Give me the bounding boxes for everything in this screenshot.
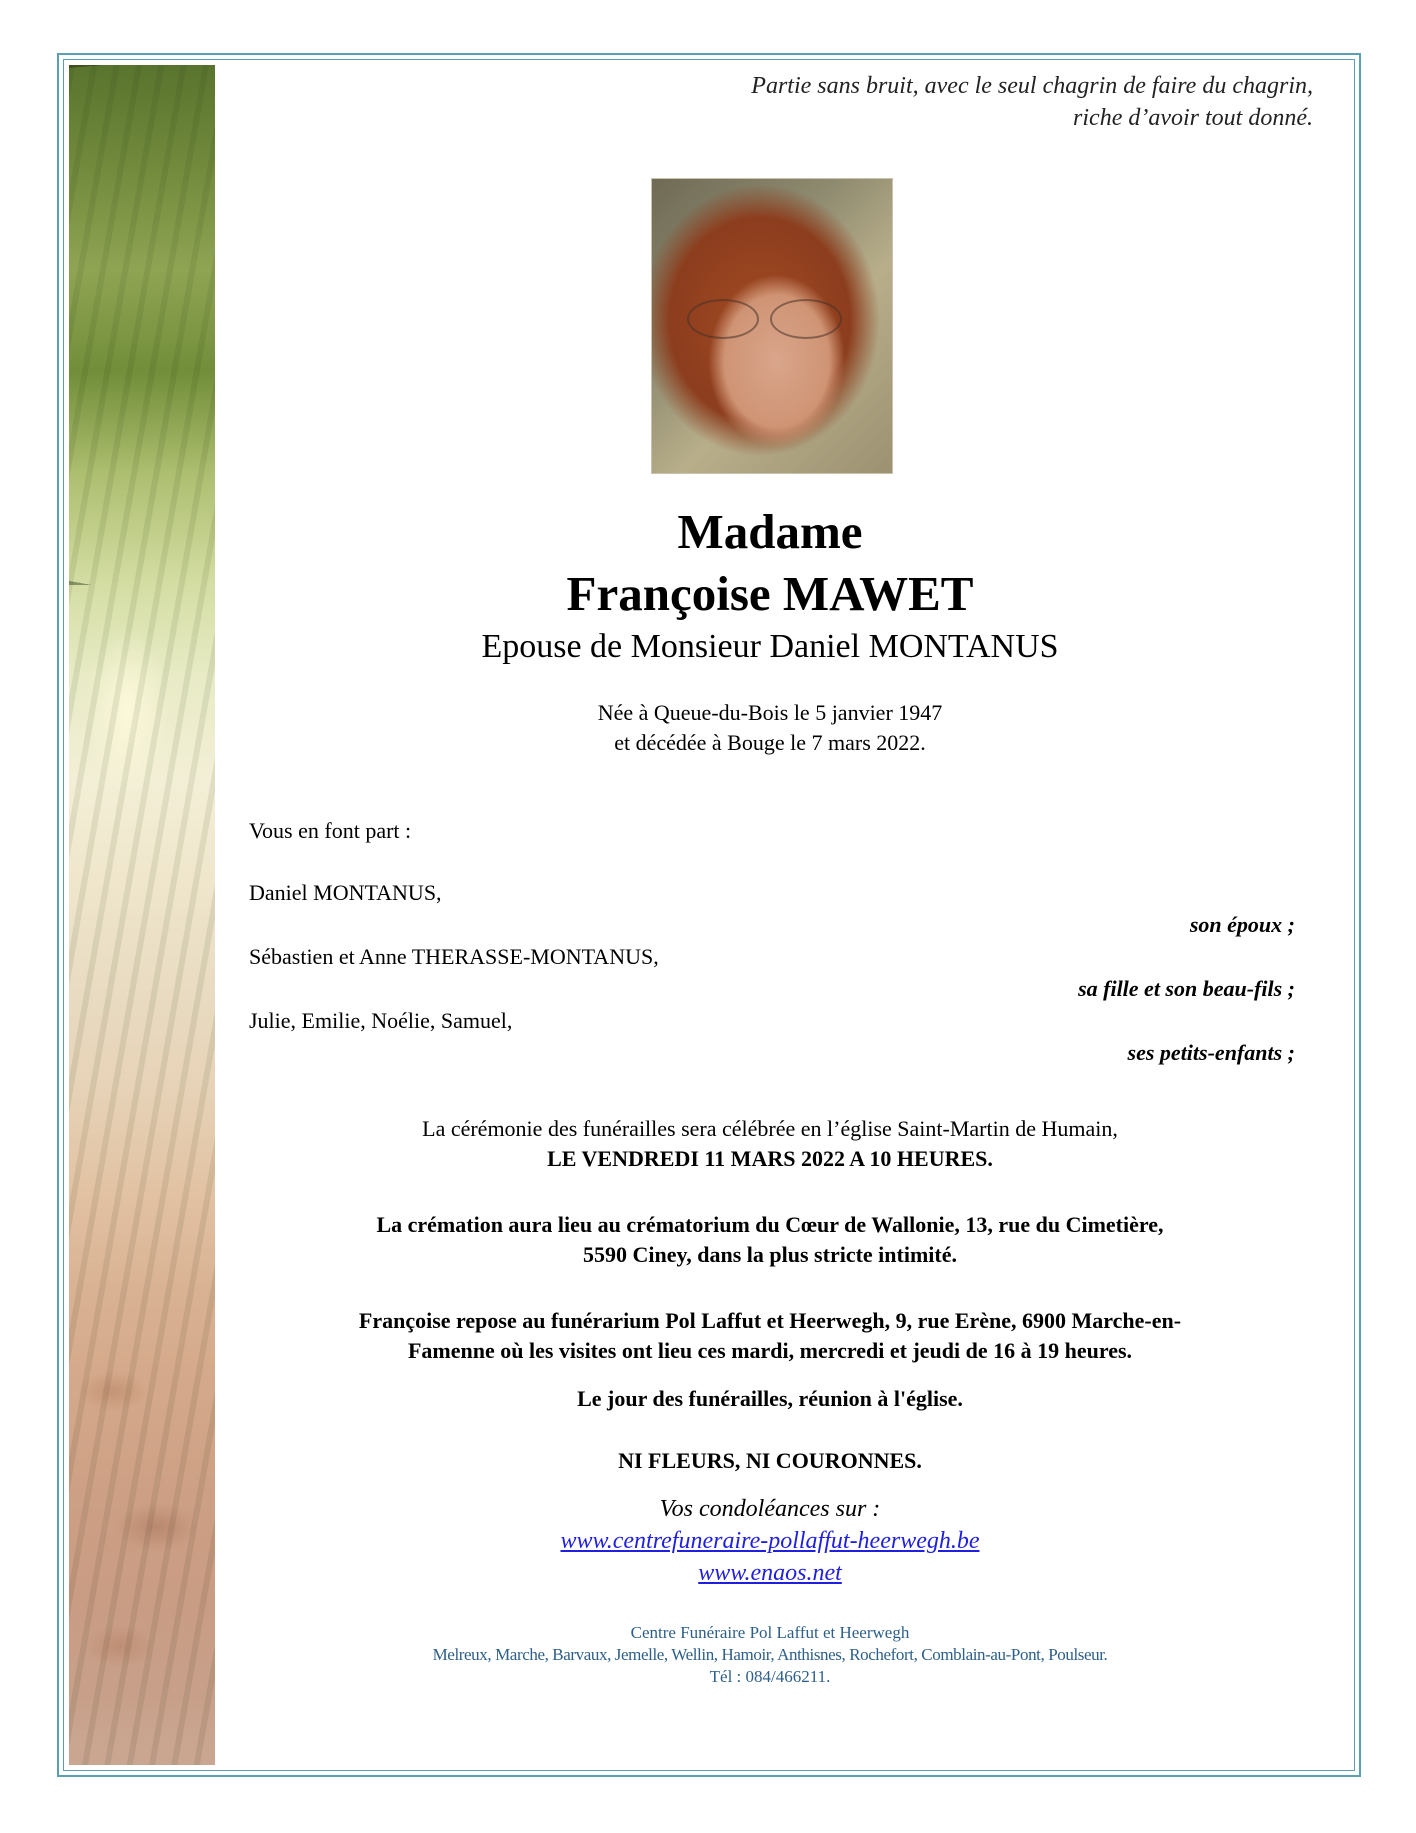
announcer-names: Daniel MONTANUS, bbox=[249, 880, 442, 905]
deceased-name: Françoise MAWET bbox=[566, 566, 974, 621]
spouse-line: Epouse de Monsieur Daniel MONTANUS bbox=[481, 628, 1059, 665]
honorific-title: Madame bbox=[677, 504, 863, 559]
forest-path-side-image bbox=[69, 65, 215, 1765]
footer-company-name: Centre Funéraire Pol Laffut et Heerwegh bbox=[630, 1623, 910, 1642]
announcer-relation: sa fille et son beau-fils ; bbox=[1078, 976, 1295, 1001]
portrait-glasses-left bbox=[687, 299, 759, 339]
footer-phone: Tél : 084/466211. bbox=[709, 1667, 831, 1686]
ceremony-datetime: LE VENDREDI 11 MARS 2022 A 10 HEURES. bbox=[547, 1146, 993, 1171]
epitaph-quote bbox=[513, 70, 1313, 134]
footer-locations: Melreux, Marche, Barvaux, Jemelle, Wellin, Hamoir, Anthisnes, Rochefort, Comblain-au-Pont, Poulseur. bbox=[432, 1645, 1108, 1664]
condolences-link-funeral-home bbox=[240, 1526, 1300, 1556]
epitaph-line-2: riche d’avoir tout donné. bbox=[1073, 105, 1313, 131]
repose-line-2: Famenne où les visites ont lieu ces mardi, mercredi et jeudi de 16 à 19 heures. bbox=[407, 1338, 1133, 1363]
portrait-glasses-right bbox=[770, 299, 842, 339]
deceased-portrait-photo bbox=[651, 178, 893, 474]
death-line: et décédée à Bouge le 7 mars 2022. bbox=[614, 730, 926, 755]
condolences-label: Vos condoléances sur : bbox=[659, 1496, 881, 1522]
repose-line-1: Françoise repose au funérarium Pol Laffut et Heerwegh, 9, rue Erène, 6900 Marche-en- bbox=[358, 1308, 1182, 1333]
announcers-intro: Vous en font part : bbox=[249, 818, 412, 843]
epitaph-line-1: Partie sans bruit, avec le seul chagrin de faire du chagrin, bbox=[751, 73, 1313, 99]
no-flowers-notice: NI FLEURS, NI COURONNES. bbox=[618, 1448, 922, 1473]
funeral-home-website-link[interactable]: www.centrefuneraire-pollaffut-heerwegh.be bbox=[560, 1528, 980, 1554]
announcer-names: Sébastien et Anne THERASSE-MONTANUS, bbox=[249, 944, 659, 969]
cremation-line-1: La crémation aura lieu au crématorium du Cœur de Wallonie, 13, rue du Cimetière, bbox=[376, 1212, 1164, 1237]
cremation-line-2: 5590 Ciney, dans la plus stricte intimité. bbox=[582, 1242, 957, 1267]
announcer-relation: son époux ; bbox=[1189, 912, 1295, 937]
gathering-note: Le jour des funérailles, réunion à l'église. bbox=[577, 1386, 963, 1411]
announcer-names: Julie, Emilie, Noélie, Samuel, bbox=[249, 1008, 513, 1033]
birth-line: Née à Queue-du-Bois le 5 janvier 1947 bbox=[597, 700, 943, 725]
ceremony-location: La cérémonie des funérailles sera célébrée en l’église Saint-Martin de Humain, bbox=[422, 1116, 1118, 1141]
enaos-website-link[interactable]: www.enaos.net bbox=[698, 1560, 842, 1586]
condolences-link-enaos bbox=[240, 1558, 1300, 1588]
announcer-relation: ses petits-enfants ; bbox=[1127, 1040, 1295, 1065]
